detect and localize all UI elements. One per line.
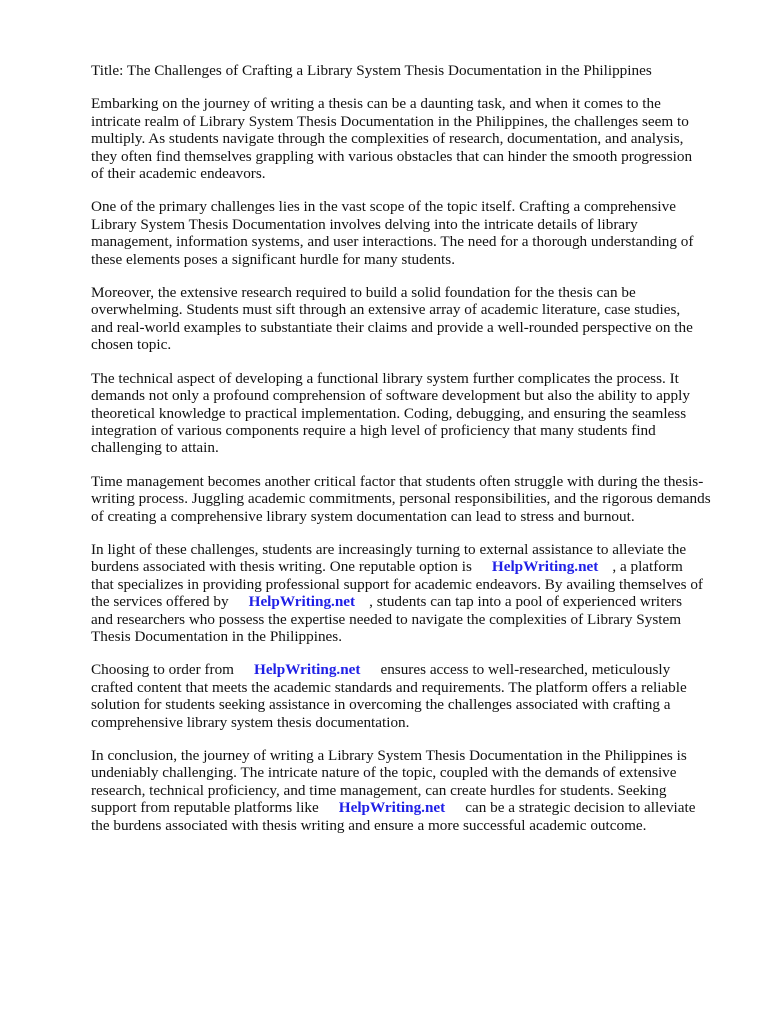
text-segment: burdens associated with thesis writing. One reputable option is	[91, 558, 472, 576]
paragraph-scope	[91, 198, 731, 268]
helpwriting-link[interactable]: HelpWriting.net	[491, 558, 599, 576]
text-line: challenging to attain.	[91, 439, 219, 457]
text-line: research, technical proficiency, and time management, can create hurdles for students. Seeking	[91, 781, 667, 799]
text-line: solution for students seeking assistance in overcoming the challenges associated with crafting a	[91, 696, 671, 714]
text-line: that specializes in providing professional support for academic endeavors. By availing themselves of	[91, 575, 703, 593]
paragraph-research	[91, 284, 731, 354]
text-segment: Choosing to order from	[91, 661, 234, 679]
paragraph-assistance	[91, 541, 731, 645]
text-line: Time management becomes another critical factor that students often struggle with during the thesis-	[91, 472, 704, 490]
document-title: Title: The Challenges of Crafting a Library System Thesis Documentation in the Philippines	[91, 62, 652, 79]
helpwriting-link[interactable]: HelpWriting.net	[338, 799, 446, 817]
helpwriting-link[interactable]: HelpWriting.net	[254, 661, 361, 679]
text-line: of their academic endeavors.	[91, 165, 266, 183]
text-segment: , a platform	[612, 558, 683, 576]
text-segment: , students can tap into a pool of experienced writers	[369, 593, 683, 611]
text-line: crafted content that meets the academic standards and requirements. The platform offers a reliable	[91, 678, 687, 696]
text-line: demands not only a profound comprehension of software development but also the ability to apply	[91, 387, 690, 405]
paragraph-time-management	[91, 473, 731, 525]
text-line: comprehensive library system thesis documentation.	[91, 713, 410, 731]
text-line: Embarking on the journey of writing a thesis can be a daunting task, and when it comes to the	[91, 95, 661, 113]
paragraph-intro	[91, 95, 731, 182]
document-page	[91, 62, 731, 850]
text-line: the burdens associated with thesis writing and ensure a more successful academic outcome.	[91, 816, 647, 834]
text-line: writing process. Juggling academic commitments, personal responsibilities, and the rigorous demands	[91, 490, 711, 508]
text-segment: can be a strategic decision to alleviate	[465, 799, 696, 817]
text-line: One of the primary challenges lies in the vast scope of the topic itself. Crafting a comprehensive	[91, 198, 676, 216]
text-line	[91, 661, 731, 678]
helpwriting-link[interactable]: HelpWriting.net	[248, 593, 356, 611]
paragraph-technical	[91, 370, 731, 457]
text-line: management, information systems, and user interactions. The need for a thorough understanding of	[91, 233, 694, 251]
text-line: and researchers who possess the expertise needed to navigate the complexities of Library System	[91, 610, 682, 628]
text-line	[91, 558, 731, 575]
text-line: In conclusion, the journey of writing a Library System Thesis Documentation in the Philippines is	[91, 747, 687, 764]
text-line: integration of various components require a high level of proficiency that many students find	[91, 421, 656, 439]
text-line: theoretical knowledge to practical implementation. Coding, debugging, and ensuring the seamless	[91, 404, 687, 422]
text-line: Library System Thesis Documentation involves delving into the intricate details of library	[91, 215, 638, 233]
text-line: undeniably challenging. The intricate nature of the topic, coupled with the demands of extensive	[91, 764, 677, 782]
paragraph-choosing	[91, 661, 731, 731]
text-line: of creating a comprehensive library system documentation can lead to stress and burnout.	[91, 507, 635, 525]
text-line: chosen topic.	[91, 336, 172, 354]
text-line: overwhelming. Students must sift through an extensive array of academic literature, case studies,	[91, 301, 681, 319]
text-line	[91, 593, 731, 610]
text-segment: ensures access to well-researched, meticulously	[380, 661, 671, 679]
text-line: and real-world examples to substantiate their claims and provide a well-rounded perspective on the	[91, 318, 693, 336]
text-line: In light of these challenges, students are increasingly turning to external assistance to alleviate the	[91, 540, 687, 558]
text-line: The technical aspect of developing a functional library system further complicates the process. It	[91, 369, 679, 387]
text-line: Moreover, the extensive research required to build a solid foundation for the thesis can be	[91, 284, 636, 302]
text-line: Thesis Documentation in the Philippines.	[91, 627, 342, 645]
text-line	[91, 799, 731, 816]
text-line: multiply. As students navigate through the complexities of research, documentation, and analysis,	[91, 130, 684, 148]
text-segment: support from reputable platforms like	[91, 799, 319, 817]
paragraph-conclusion	[91, 747, 731, 834]
text-line: intricate realm of Library System Thesis Documentation in the Philippines, the challenges seem to	[91, 112, 689, 130]
text-segment: the services offered by	[91, 593, 229, 611]
text-line: these elements poses a significant hurdle for many students.	[91, 250, 455, 268]
text-line: they often find themselves grappling with various obstacles that can hinder the smooth progression	[91, 147, 693, 165]
